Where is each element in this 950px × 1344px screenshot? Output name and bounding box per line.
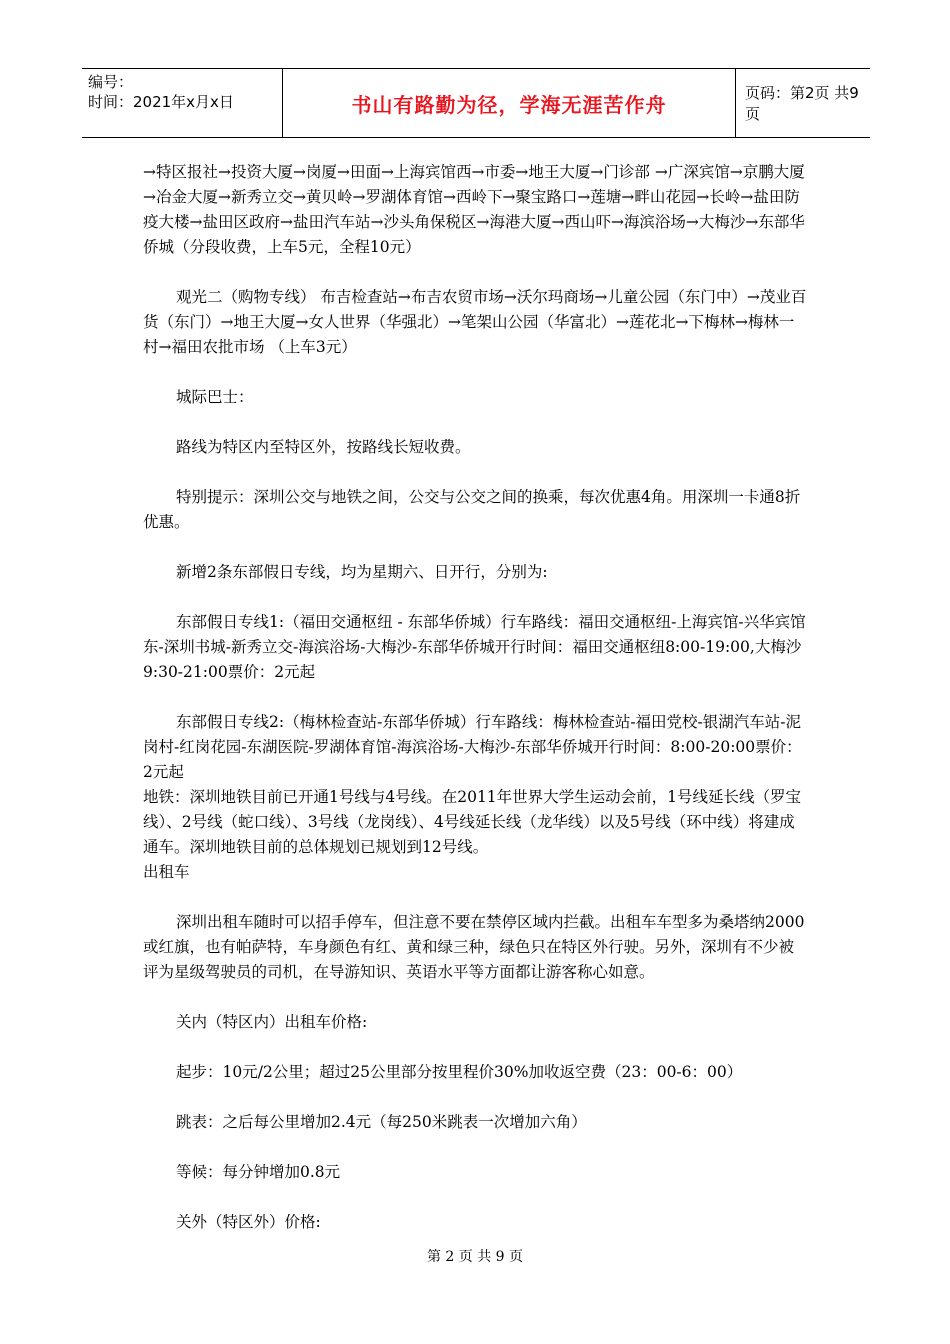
document-date-label: 时间：2021年x月x日: [88, 93, 234, 111]
paragraph-taxi-outside-price-heading: 关外（特区外）价格:: [176, 1213, 321, 1231]
header-motto: 书山有路勤为径，学海无涯苦作舟: [283, 69, 736, 137]
paragraph-route-continued: →特区报社→投资大厦→岗厦→田面→上海宾馆西→市委→地王大厦→门诊部 →广深宾馆→京鹏大厦→冶金大厦→新秀立交→黄贝岭→罗湖体育馆→西岭下→聚宝路口→莲塘→畔山花园→长岭→盐田防疫大楼→盐田区政府→盐田汽车站→沙头角保税区→海港大厦→西山吓→海滨浴场→大梅沙→东部华侨城（分段收费，上车5元，全程10元）: [143, 163, 805, 256]
paragraph-holiday-line-2: 东部假日专线2:（梅林检查站-东部华侨城）行车路线：梅林检查站-福田党校-银湖汽车站-泥岗村-红岗花园-东湖医院-罗湖体育馆-海滨浴场-大梅沙-东部华侨城开行时间：8:00-20:00票价：2元起: [143, 713, 802, 781]
paragraph-taxi-inside-price-heading: 关内（特区内）出租车价格:: [176, 1013, 368, 1031]
paragraph-taxi-start-fare: 起步：10元/2公里；超过25公里部分按里程价30%加收返空费（23：00-6：00）: [176, 1063, 743, 1081]
paragraph-taxi-info: 深圳出租车随时可以招手停车，但注意不要在禁停区域内拦截。出租车车型多为桑塔纳2000或红旗，也有帕萨特，车身颜色有红、黄和绿三种，绿色只在特区外行驶。另外，深圳有不少被评为星级驾驶员的司机，在导游知识、英语水平等方面都让游客称心如意。: [143, 913, 805, 981]
paragraph-intercity-bus-heading: 城际巴士：: [176, 388, 254, 406]
paragraph-taxi-waiting: 等候：每分钟增加0.8元: [176, 1163, 341, 1181]
document-body: [143, 160, 808, 1260]
paragraph-intercity-bus-fare: 路线为特区内至特区外，按路线长短收费。: [176, 438, 471, 456]
paragraph-metro: 地铁：深圳地铁目前已开通1号线与4号线。在2011年世界大学生运动会前，1号线延长线（罗宝线）、2号线（蛇口线）、3号线（龙岗线）、4号线延长线（龙华线）以及5号线（环中线）将建成通车。深圳地铁目前的总体规划已规划到12号线。: [143, 788, 802, 856]
document-number-label: 编号：: [88, 73, 134, 91]
paragraph-sightseeing-line-2: 观光二（购物专线） 布吉检查站→布吉农贸市场→沃尔玛商场→儿童公园（东门中）→茂业百货（东门）→地王大厦→女人世界（华强北）→笔架山公园（华富北）→莲花北→下梅林→梅林一村→福田农批市场 （上车3元）: [143, 288, 807, 356]
page-footer: 第 2 页 共 9 页: [426, 1249, 524, 1265]
paragraph-taxi-meter: 跳表：之后每公里增加2.4元（每250米跳表一次增加六角）: [176, 1113, 587, 1131]
heading-taxi: 出租车: [143, 863, 190, 881]
page-header: [82, 68, 870, 138]
paragraph-transfer-tip: 特别提示：深圳公交与地铁之间，公交与公交之间的换乘，每次优惠4角。用深圳一卡通8折优惠。: [143, 488, 801, 531]
header-meta: [82, 69, 283, 137]
paragraph-holiday-line-1: 东部假日专线1:（福田交通枢纽 - 东部华侨城）行车路线：福田交通枢纽-上海宾馆-兴华宾馆东-深圳书城-新秀立交-海滨浴场-大梅沙-东部华侨城开行时间：福田交通枢纽8:00-19:00,大梅沙9:30-21:00票价：2元起: [143, 613, 806, 681]
paragraph-holiday-lines-intro: 新增2条东部假日专线，均为星期六、日开行，分别为:: [176, 563, 548, 581]
header-page-label: 页码：第2页 共9页: [745, 84, 859, 123]
